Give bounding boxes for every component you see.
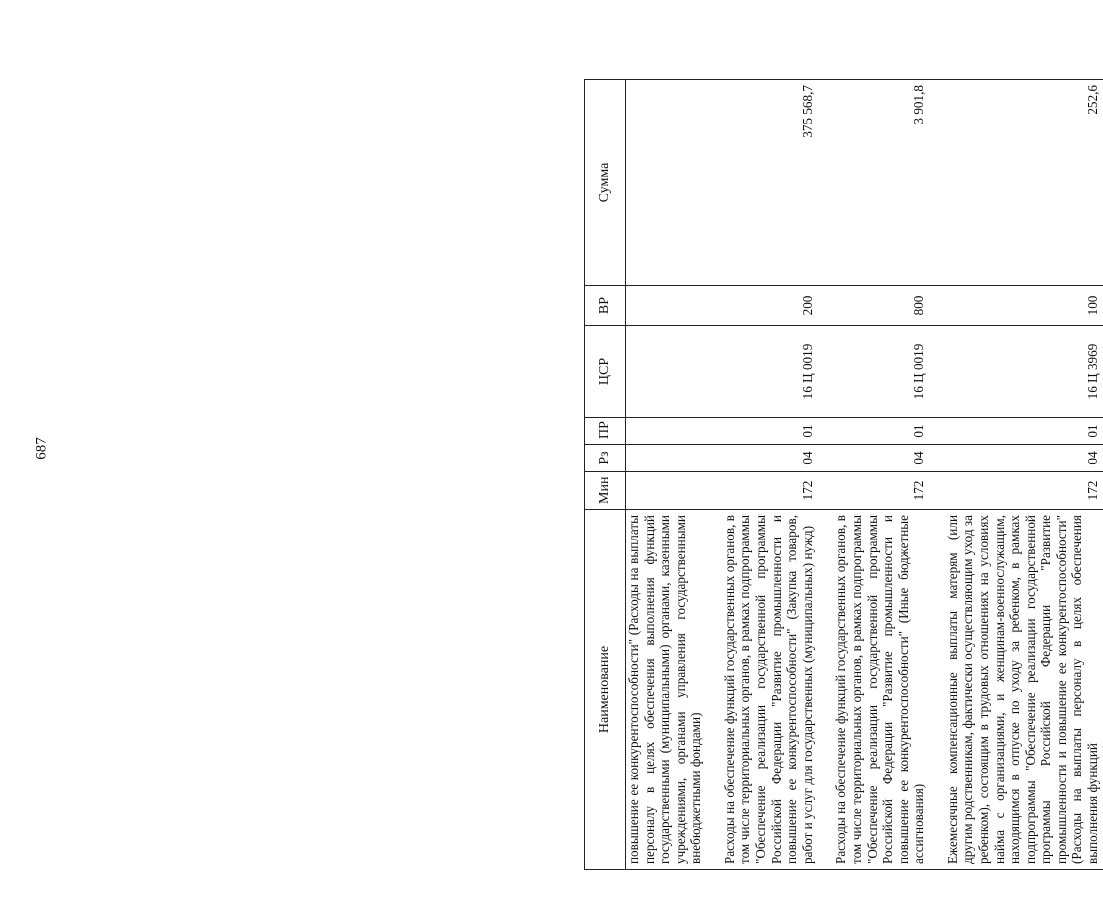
row-min xyxy=(626,472,706,510)
row-vr: 100 xyxy=(943,286,1103,326)
row-name: Расходы на обеспечение функций государственных органов, в том числе территориальных органов, в рамках подпрограммы "Обеспечение реализации государственной программы Российской Федерации "Развитие промышленности и повышение ее конкурентоспособности" (Закупка товаров, работ и услуг для государственных (муниципальных) нужд) xyxy=(720,510,817,870)
header-rz: Рз xyxy=(585,445,626,472)
table-header-row xyxy=(585,80,626,870)
row-pr: 01 xyxy=(943,418,1103,445)
row-rz: 04 xyxy=(720,445,817,472)
row-vr: 200 xyxy=(720,286,817,326)
page-number: 687 xyxy=(33,437,50,460)
row-vr xyxy=(626,286,706,326)
header-csr: ЦСР xyxy=(585,326,626,418)
row-pr: 01 xyxy=(831,418,928,445)
table-row xyxy=(720,80,817,870)
row-sum xyxy=(626,80,706,286)
table-row xyxy=(943,80,1103,870)
row-min: 172 xyxy=(831,472,928,510)
row-name: повышение ее конкурентоспособности" (Расходы на выплаты персоналу в целях обеспечения выполнения функций государственными (муниципальными) органами, казенными учреждениями, органами управления государственными внебюджетными фондами) xyxy=(626,510,706,870)
row-sum: 375 568,7 xyxy=(720,80,817,286)
row-csr: 16 Ц 0019 xyxy=(720,326,817,418)
row-csr: 16 Ц 3969 xyxy=(943,326,1103,418)
header-pr: ПР xyxy=(585,418,626,445)
header-vr: ВР xyxy=(585,286,626,326)
row-sum: 252,6 xyxy=(943,80,1103,286)
row-min: 172 xyxy=(720,472,817,510)
row-vr: 800 xyxy=(831,286,928,326)
table-row xyxy=(831,80,928,870)
header-min: Мин xyxy=(585,472,626,510)
budget-table-rotated xyxy=(584,80,1101,870)
header-name: Наименование xyxy=(585,510,626,870)
row-min: 172 xyxy=(943,472,1103,510)
row-name: Ежемесячные компенсационные выплаты матерям (или другим родственникам, фактически осуществляющим уход за ребенком), состоящим в трудовых отношениях на условиях найма с организациями, и женщинам-военнослужащим, находящимся в отпуске по уходу за ребенком, в рамках подпрограммы "Обеспечение реализации государственной программы Российской Федерации "Развитие промышленности и повышение ее конкурентоспособности" (Расходы на выплаты персоналу в целях обеспечения выполнения функций xyxy=(943,510,1103,870)
row-rz xyxy=(626,445,706,472)
row-name: Расходы на обеспечение функций государственных органов, в том числе территориальных органов, в рамках подпрограммы "Обеспечение реализации государственной программы Российской Федерации "Развитие промышленности и повышение ее конкурентоспособности" (Иные бюджетные ассигнования) xyxy=(831,510,928,870)
budget-table xyxy=(584,79,1103,870)
row-rz: 04 xyxy=(831,445,928,472)
row-csr xyxy=(626,326,706,418)
table-row xyxy=(626,80,706,870)
header-sum: Сумма xyxy=(585,80,626,286)
row-pr: 01 xyxy=(720,418,817,445)
row-sum: 3 901,8 xyxy=(831,80,928,286)
row-rz: 04 xyxy=(943,445,1103,472)
row-csr: 16 Ц 0019 xyxy=(831,326,928,418)
row-pr xyxy=(626,418,706,445)
